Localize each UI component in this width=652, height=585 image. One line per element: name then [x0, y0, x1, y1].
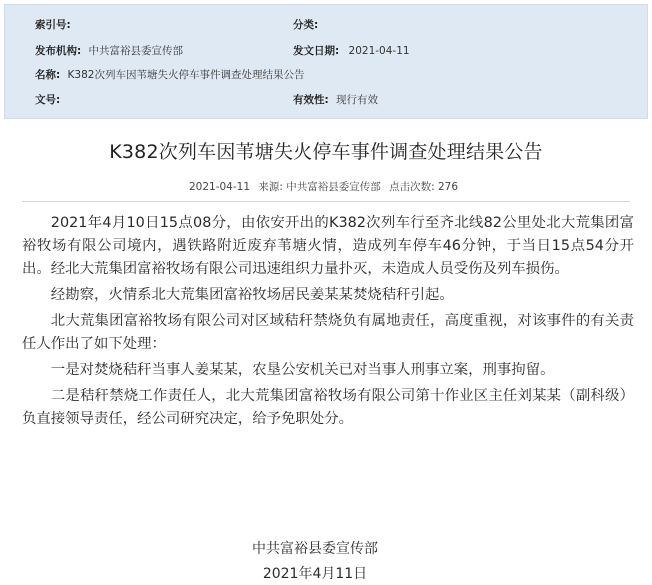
body-paragraph: 一是对焚烧秸秆当事人姜某某，农垦公安机关已对当事人刑事立案，刑事拘留。	[50, 362, 555, 378]
document-metadata-panel	[4, 4, 648, 119]
meta-name-label: 名称:	[35, 69, 61, 81]
meta-publisher-value: 中共富裕县委宣传部	[88, 45, 184, 57]
meta-date-value: 2021-04-11	[348, 45, 410, 57]
article-title: K382次列车因苇塘失火停车事件调查处理结果公告	[109, 141, 543, 163]
body-paragraph: 经勘察，火情系北大荒集团富裕牧场居民姜某某焚烧秸秆引起。	[50, 287, 454, 303]
article-body	[22, 212, 634, 434]
article-date: 2021-04-11	[188, 181, 251, 193]
article-source: 来源: 中共富裕县委宣传部	[258, 181, 381, 193]
meta-index-label: 索引号:	[35, 19, 71, 31]
meta-name	[35, 68, 304, 82]
meta-category-label: 分类:	[293, 19, 319, 31]
meta-index	[35, 18, 71, 32]
meta-date	[293, 44, 410, 58]
signature-organization: 中共富裕县委宣传部	[252, 541, 378, 557]
meta-docno-label: 文号:	[35, 94, 61, 106]
meta-category	[293, 18, 318, 32]
meta-validity-value: 现行有效	[336, 94, 379, 106]
title-divider	[22, 201, 630, 202]
article-info-line	[0, 180, 652, 194]
meta-docno	[35, 93, 60, 107]
meta-name-value: K382次列车因苇塘失火停车事件调查处理结果公告	[67, 69, 305, 81]
body-paragraph: 2021年4月10日15点08分，由依安开出的K382次列车行至齐北线82公里处北大荒集团富裕牧场有限公司境内，遇铁路附近废弃苇塘火情，造成列车停车46分钟，于当日15点54分开出。经北大荒集团富裕牧场有限公司迅速组织力量扑灭，未造成人员受伤及列车损伤。	[22, 215, 634, 277]
body-paragraph: 二是秸秆禁烧工作责任人，北大荒集团富裕牧场有限公司第十作业区主任刘某某（副科级）负直接领导责任，经公司研究决定，给予免职处分。	[22, 388, 634, 427]
signature-date: 2021年4月11日	[262, 566, 368, 582]
meta-date-label: 发文日期:	[293, 45, 340, 57]
meta-validity	[293, 93, 378, 107]
meta-validity-label: 有效性:	[293, 94, 329, 106]
meta-publisher	[35, 44, 183, 58]
body-paragraph: 北大荒集团富裕牧场有限公司对区域秸秆禁烧负有属地责任，高度重视，对该事件的有关责任人作出了如下处理：	[22, 313, 634, 352]
meta-publisher-label: 发布机构:	[35, 45, 82, 57]
article-click-count: 点击次数: 276	[389, 181, 458, 193]
